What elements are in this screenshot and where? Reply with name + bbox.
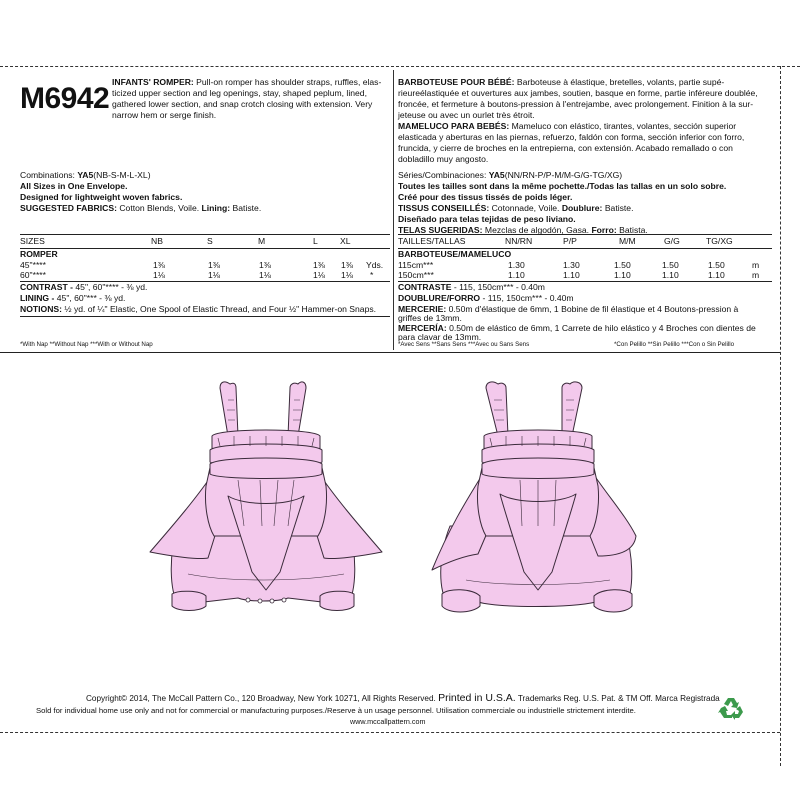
- fr-lining-value: Batiste.: [604, 203, 634, 213]
- fr-all-sizes-note: Toutes les tailles sont dans la même pochette./Todas las tallas en un solo sobre.: [398, 181, 727, 191]
- size-header-m: M: [258, 236, 266, 246]
- row-45-width: 45"****: [20, 260, 46, 270]
- back-right-leg-band: [594, 590, 632, 612]
- combinations-value: YA5: [77, 170, 94, 180]
- english-desc-line-2: ticized upper section and leg openings, stay, shaped peplum, lined,: [112, 88, 367, 98]
- english-header-rule: [20, 248, 390, 249]
- fr-row-115-width: 115cm***: [398, 260, 434, 270]
- es-merceria-label: MERCERÍA:: [398, 323, 447, 333]
- french-combinations-block: [398, 170, 726, 236]
- french-description: [398, 77, 758, 165]
- french-desc-line-2: rieureélastiquée et ouvertures aux jambes, soutien, basque en forme, partie inféreure doublée,: [398, 88, 758, 98]
- fr-size-header-g: G/G: [664, 236, 680, 246]
- back-left-strap: [486, 382, 508, 436]
- fr-row-150-g: 1.10: [662, 270, 679, 280]
- lining-label: Lining:: [201, 203, 231, 213]
- notions-label: NOTIONS:: [20, 304, 63, 314]
- fr-fabrics-value: Cotonnade, Voile.: [491, 203, 560, 213]
- fr-row-115-tg: 1.50: [708, 260, 725, 270]
- es-merceria-line-2: para clavar de 13mm.: [398, 332, 482, 342]
- fr-mercerie-line-2: griffes de 13mm.: [398, 313, 462, 323]
- trademarks-text: Trademarks Reg. U.S. Pat. & TM Off. Marca Registrada: [517, 694, 720, 703]
- front-right-strap: [288, 382, 306, 436]
- fr-size-header-nn: NN/RN: [505, 236, 533, 246]
- size-header-nb: NB: [151, 236, 163, 246]
- column-divider: [393, 70, 394, 350]
- row-45-m: 1⅜: [259, 260, 271, 270]
- es-merceria-line-1: 0.50m de elástico de 6mm, 1 Carrete de hilo elástico y 4 Broches con dientes de: [449, 323, 756, 333]
- fr-doublure-value: - 115, 150cm*** - 0.40m: [482, 293, 574, 303]
- fr-row-150-tg: 1.10: [708, 270, 725, 280]
- fr-row-150-width: 150cm***: [398, 270, 434, 280]
- english-desc-line-3: gathered lower section, and snap crotch closing with extension. Very: [112, 99, 373, 109]
- lining-row-value: 45", 60"*** - ⅜ yd.: [56, 293, 126, 303]
- top-dashed-border: [0, 66, 800, 67]
- fr-garment-label: BARBOTEUSE/MAMELUCO: [398, 249, 512, 259]
- notions-row: [20, 304, 376, 315]
- french-table-top-rule: [398, 234, 772, 235]
- size-header-l: L: [313, 236, 318, 246]
- row-60-m: 1⅛: [259, 270, 271, 280]
- sens-note: *Avec Sens **Sans Sens ***Avec ou Sans Sens: [398, 341, 530, 348]
- recycle-icon: [718, 696, 744, 720]
- row-45-l: 1⅜: [313, 260, 325, 270]
- spanish-title: MAMELUCO PARA BEBÉS:: [398, 121, 510, 131]
- row-45-s: 1⅜: [208, 260, 220, 270]
- garment-label: ROMPER: [20, 249, 58, 259]
- size-header-s: S: [207, 236, 213, 246]
- front-ruffle-bottom: [210, 458, 322, 479]
- spanish-desc-line-3: fruncida, y cierre de broches en la entrepierna, con extensión. Acabado remallado o con: [398, 143, 733, 153]
- row-60-xl: 1⅛: [341, 270, 353, 280]
- designed-for-note: Designed for lightweight woven fabrics.: [20, 192, 183, 202]
- english-combinations-block: [20, 170, 261, 214]
- combinations-label: Combinations:: [20, 170, 75, 180]
- right-dashed-border: [780, 66, 781, 766]
- fr-combinations-label: Séries/Combinaciones:: [398, 170, 487, 180]
- row-45-nb: 1⅜: [153, 260, 165, 270]
- back-left-leg-band: [442, 590, 480, 612]
- row-60-s: 1⅛: [208, 270, 220, 280]
- english-table-top-rule: [20, 234, 390, 235]
- fr-row-150-unit: m: [752, 270, 760, 280]
- row-60-l: 1⅛: [313, 270, 325, 280]
- contrast-row: [20, 282, 147, 293]
- website: www.mccallpattern.com: [350, 717, 426, 726]
- english-notions-rule: [20, 316, 390, 317]
- front-left-leg-band: [172, 591, 206, 610]
- es-forro-label: Forro:: [591, 225, 617, 235]
- sold-for-line: Sold for individual home use only and not for commercial or manufacturing purposes./Reserve à un usage personnel. Utilisation commerciale ou industrielle strictement interdite.: [36, 706, 636, 715]
- french-desc-line-4: jeteuse ou avec un ourlet très étroit.: [398, 110, 535, 120]
- fr-mercerie-line-1: 0.50m d'élastique de 6mm, 1 Bobine de fil élastique et 4 Boutons-pression à: [448, 304, 739, 314]
- es-telas-label: TELAS SUGERIDAS:: [398, 225, 483, 235]
- spanish-desc-line-2: elasticada y aberturas en las piernas, refuerzo, faldón con forma, sección inferior con forro,: [398, 132, 745, 142]
- front-snap-3: [270, 599, 274, 603]
- nap-note: *With Nap **Without Nap ***With or Without Nap: [20, 341, 153, 348]
- front-snap-4: [282, 598, 286, 602]
- fr-combinations-value: YA5: [488, 170, 505, 180]
- bottom-dashed-border: [0, 732, 780, 733]
- french-desc-line-3: froncée, et fermeture à boutons-pression à l'entrejambe, avec prolongement. Finition à la sur-: [398, 99, 754, 109]
- fr-lining-label: Doublure:: [561, 203, 603, 213]
- lining-row-label: LINING -: [20, 293, 55, 303]
- fr-sizes-header: TAILLES/TALLAS: [398, 236, 466, 246]
- contrast-value: 45", 60"**** - ⅜ yd.: [75, 282, 148, 292]
- romper-back-view: [420, 376, 656, 616]
- spanish-desc-line-1: Mameluco con elástico, tirantes, volantes, sección superior: [511, 121, 737, 131]
- fr-row-115-unit: m: [752, 260, 760, 270]
- english-desc-line-4: narrow hem or serge finish.: [112, 110, 217, 120]
- row-45-unit: Yds.: [366, 260, 384, 270]
- fr-row-150-m: 1.10: [614, 270, 631, 280]
- front-left-strap: [220, 382, 238, 436]
- fr-row-115-p: 1.30: [563, 260, 580, 270]
- fr-row-115-nn: 1.30: [508, 260, 525, 270]
- front-snap-2: [258, 599, 262, 603]
- spanish-desc-line-4: dobladillo muy angosto.: [398, 154, 489, 164]
- row-45-xl: 1⅜: [341, 260, 353, 270]
- printed-in-usa: Printed in U.S.A.: [438, 692, 516, 704]
- contrast-label: CONTRAST -: [20, 282, 73, 292]
- combinations-sizes: (NB-S-M-L-XL): [93, 170, 151, 180]
- fr-size-header-p: P/P: [563, 236, 577, 246]
- fr-size-header-m: M/M: [619, 236, 636, 246]
- es-designed-note: Diseñado para telas tejidas de peso liviano.: [398, 214, 576, 224]
- row-60-nb: 1⅛: [153, 270, 165, 280]
- fabrics-label: SUGGESTED FABRICS:: [20, 203, 117, 213]
- style-number: M6942: [20, 82, 110, 115]
- size-header-xl: XL: [340, 236, 351, 246]
- french-title: BARBOTEUSE POUR BÉBÉ:: [398, 77, 515, 87]
- es-forro-value: Batista.: [619, 225, 648, 235]
- english-title: INFANTS' ROMPER:: [112, 77, 194, 87]
- back-right-strap: [562, 382, 582, 436]
- es-telas-value: Mezclas de algodón, Gasa.: [484, 225, 590, 235]
- english-desc-line-1: Pull-on romper has shoulder straps, ruffles, elas-: [196, 77, 382, 87]
- fr-doublure-label: DOUBLURE/FORRO: [398, 293, 481, 303]
- front-snap-1: [246, 598, 250, 602]
- notions-value: ½ yd. of ¼" Elastic, One Spool of Elastic Thread, and Four ½" Hammer-on Snaps.: [64, 304, 377, 314]
- front-right-leg-band: [320, 591, 354, 610]
- sizes-header: SIZES: [20, 236, 45, 246]
- fr-contrast-row: [398, 282, 545, 293]
- fr-combinations-sizes: (NN/RN-P/P-M/M-G/G-TG/XG): [504, 170, 623, 180]
- fr-fabrics-label: TISSUS CONSEILLÉS:: [398, 203, 490, 213]
- lining-value: Batiste.: [232, 203, 262, 213]
- header-bottom-rule: [0, 352, 780, 353]
- english-description: [112, 77, 381, 121]
- fr-contrast-value: - 115, 150cm*** - 0.40m: [453, 282, 545, 292]
- row-60-unit: *: [370, 270, 374, 280]
- row-60-width: 60"****: [20, 270, 46, 280]
- fr-row-150-p: 1.10: [563, 270, 580, 280]
- fabrics-value: Cotton Blends, Voile.: [119, 203, 200, 213]
- fr-size-header-tg: TG/XG: [706, 236, 733, 246]
- fr-doublure-row: [398, 293, 574, 304]
- all-sizes-note: All Sizes in One Envelope.: [20, 181, 128, 191]
- fr-contrast-label: CONTRASTE: [398, 282, 452, 292]
- lining-row: [20, 293, 125, 304]
- romper-front-view: [148, 376, 384, 616]
- fr-created-for-note: Créé pour des tissus tissés de poids léger.: [398, 192, 573, 202]
- fr-row-115-g: 1.50: [662, 260, 679, 270]
- fr-row-115-m: 1.50: [614, 260, 631, 270]
- copyright-text: Copyright© 2014, The McCall Pattern Co., 120 Broadway, New York 10271, All Rights Reserved.: [86, 694, 436, 703]
- back-ruffle-bottom: [482, 458, 594, 479]
- fr-mercerie-label: MERCERIE:: [398, 304, 447, 314]
- french-desc-line-1: Barboteuse à élastique, bretelles, volants, partie supé-: [516, 77, 725, 87]
- copyright-line: [86, 693, 720, 704]
- fr-row-150-nn: 1.10: [508, 270, 525, 280]
- pelillo-note: *Con Pelillo **Sin Pelillo ***Con o Sin Pelillo: [614, 341, 735, 348]
